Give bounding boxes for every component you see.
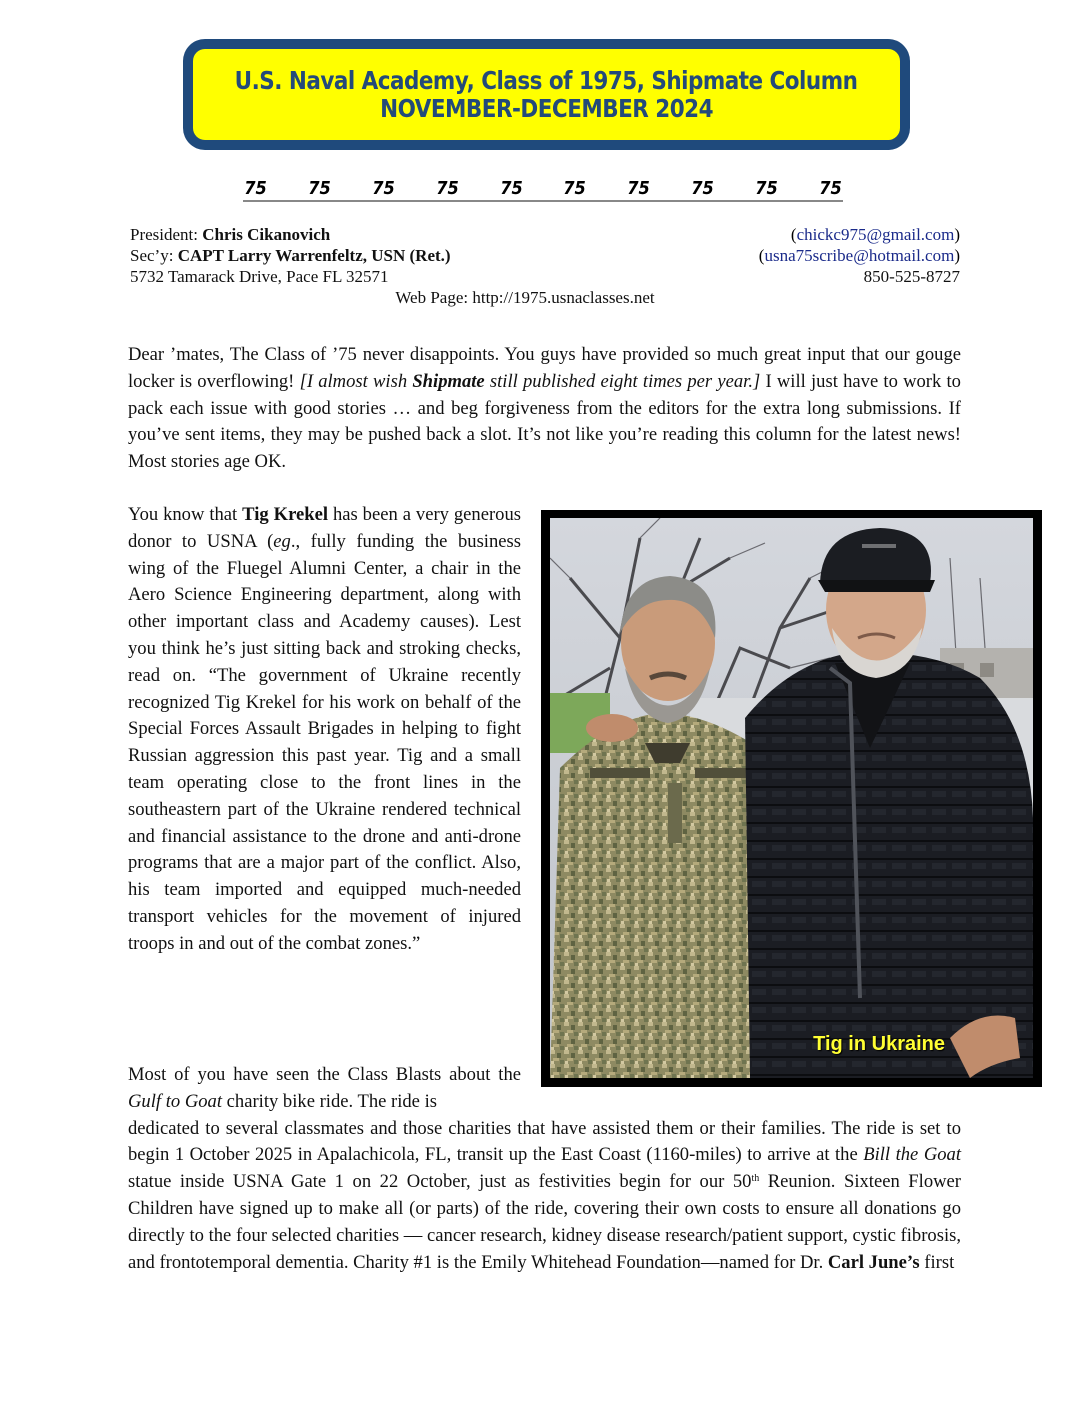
hand-on-shoulder [586,714,638,742]
aside-text-a: [I almost wish [299,370,413,392]
web-label: Web Page: [395,288,473,307]
photo-illustration [550,518,1033,1078]
phone-number: 850-525-8727 [863,267,960,286]
class-mark: 75 [435,178,459,199]
mailing-address: 5732 Tamarack Drive, Pace FL 32571 [130,267,389,286]
gulf-text-f: first [919,1251,955,1273]
class-mark: 75 [819,178,842,199]
tig-text-c: ., fully funding the business wing of the Fluegel Alumni Center, a chair in the Aero Science Engineering department, along with other important class and Academy causes). Lest you think he’s just sitting back and stroking checks, read on. “The government of Ukraine recently recognized Tig Krekel for his work on behalf of the Special Forces Assault Brigades in helping to fight Russian aggression this past year. Tig and a small team operating close to the front lines in the southeastern part of the Ukraine rendered technical and financial assistance to the drone and anti-drone programs that are a major part of the conflict. Also, his team imported and equipped much-needed transport vehicles for the movement of injured troops in and out of the combat zones.” [128,530,521,954]
tig-ukraine-photo [550,518,1033,1078]
photo-frame [541,510,1042,1087]
secretary-info [130,245,451,266]
statue-name: Bill the Goat [863,1144,962,1166]
president-info [130,224,330,245]
secretary-row [130,245,960,266]
ride-name: Gulf to Goat [128,1090,223,1112]
gulf-text-d: statue inside USNA Gate 1 on 22 October, just as festivities begin for our 50 [128,1171,752,1193]
column-title-banner [183,39,910,150]
shipmate-title: Shipmate [412,370,485,392]
ordinal-suffix: th [751,1173,760,1185]
address-row [130,266,960,287]
banner-inner [193,49,900,140]
intro-aside [300,371,761,392]
secretary-label: Sec’y: [130,246,178,265]
president-name: Chris Cikanovich [202,225,331,244]
president-label: President: [130,225,203,244]
contact-block [130,224,960,308]
class-mark: 75 [308,178,331,199]
aside-text-b: still published eight times per year.] [484,370,761,392]
secretary-email-wrap: (usna75scribe@hotmail.com) [758,246,960,265]
gulf-text-a: Most of you have seen the Class Blasts about the [128,1064,521,1085]
class-mark: 75 [755,178,778,199]
president-email-wrap: (chickc975@gmail.com) [790,225,960,244]
puffer-jacket [745,652,1033,1078]
president-row [130,224,960,245]
tig-krekel-paragraph [128,502,521,958]
gulf-intro-narrow [128,1062,521,1116]
banner-title-line1: U.S. Naval Academy, Class of 1975, Shipmate Column [235,65,858,95]
gulf-text-c: dedicated to several classmates and those charities that have assisted them or their families. The ride is set to begin 1 October 2025 in Apalachicola, FL, transit up the East Coast (1160-miles) to arrive at the [128,1117,961,1166]
class-mark: 75 [627,178,651,199]
eg-abbrev: eg [273,530,291,552]
secretary-name: CAPT Larry Warrenfeltz, USN (Ret.) [177,246,451,265]
intro-paragraph [128,342,961,476]
tig-text-b: has been a very generous donor to USNA ( [128,504,521,552]
intro-text-b: I will just have to work to pack each issue with good stories … and beg forgiveness from the editors for the extra long submissions. If you’ve sent items, they may be pushed back a slot. It’s not like you’re reading this column for the latest news! Most stories age OK. [128,370,961,473]
class-mark: 75 [563,178,587,199]
class-mark: 75 [244,178,267,199]
tig-name: Tig Krekel [242,504,329,525]
class-mark: 75 [499,178,523,199]
gulf-to-goat-paragraph [128,1062,961,1276]
carl-june-name: Carl June’s [827,1251,920,1273]
tig-text-a: You know that [128,504,243,525]
class-mark: 75 [372,178,395,199]
secretary-email-link[interactable]: usna75scribe@hotmail.com [764,246,955,265]
president-email-link[interactable]: chickc975@gmail.com [796,225,955,244]
gulf-text-b: charity bike ride. The ride is [222,1090,437,1112]
web-page-link[interactable]: http://1975.usnaclasses.net [472,288,655,307]
class-mark: 75 [691,178,714,199]
banner-title-line2: NOVEMBER-DECEMBER 2024 [380,93,713,123]
photo-caption: Tig in Ukraine [813,1033,945,1055]
gulf-text-e: Reunion. Sixteen Flower Children have signed up to make all (or parts) of the ride, covering their own costs to ensure all donations go directly to the four selected charities — cancer research, kidney disease research/patient support, cystic fibrosis, and frontotemporal dementia. Charity #1 is the Emily Whitehead Foundation—named for Dr. [128,1171,961,1273]
intro-text-a: Dear ’mates, The Class of ’75 never disappoints. You guys have provided so much great input that our gouge locker is overflowing! [128,344,961,392]
web-page-row [90,287,960,308]
class-year-divider [243,178,843,202]
